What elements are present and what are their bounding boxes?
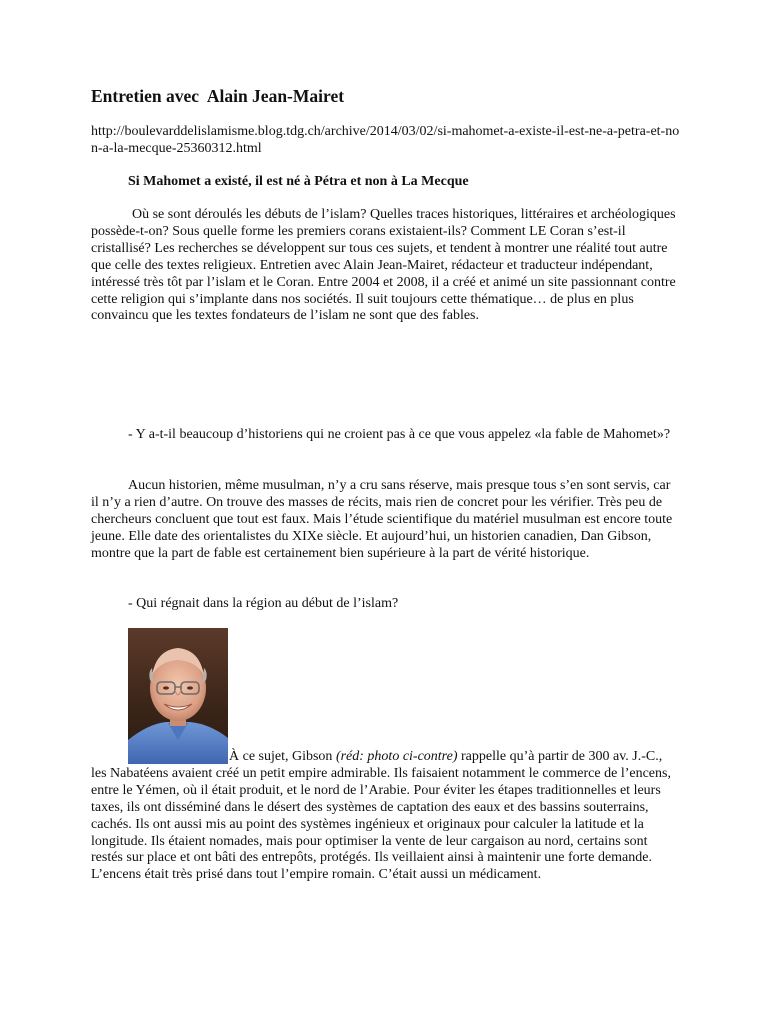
answer-2-start: À ce sujet, Gibson (229, 749, 336, 764)
intro-paragraph: Où se sont déroulés les débuts de l’islam? Quelles traces historiques, littéraires et archéologiques possède-t-on? Sous quelle forme les premiers corans existaient-ils? Comment LE Coran s’est-il cristallisé? Les recherches se développent sur tous ces sujets, et tendent à montrer une réalité tout autre que celle des textes religieux. Entretien avec Alain Jean-Mairet, rédacteur et traducteur indépendant, intéressé très tôt par l’islam et le Coran. Entre 2004 et 2008, il a créé et animé un site passionnant contre cette religion qui s’implante dans nos sociétés. Il suit toujours cette thématique… de plus en plus convaincu que les textes fondateurs de l’islam ne sont que des fables. (91, 207, 676, 324)
answer-1: Aucun historien, même musulman, n’y a cru sans réserve, mais presque tous s’en sont servis, car il n’y a rien d’autre. On trouve des masses de récits, mais rien de concret pour les vérifier. Très peu de chercheurs concluent que tout est faux. Mais l’étude scientifique du matériel musulman est encore toute jeune. Elle date des orientalistes du XIXe siècle. Et aujourd’hui, un historien canadien, Dan Gibson, montre que la part de fable est certainement bien supérieure à la part de vérité historique. (91, 478, 673, 561)
answer-2-rest: rappelle qu’à partir de 300 av. J.-C., les Nabatéens avaient créé un petit empire admirable. Ils faisaient notamment le commerce de l’encens, entre le Yémen, où il était produit, et le nord de l’Arabie. Pour éviter les étapes traditionnelles et leurs taxes, ils ont disséminé dans le désert des systèmes de captation des eaux et des bassins souterrains, cachés. Ils ont aussi mis au point des systèmes ingénieux et originaux pour calculer la latitude et la longitude. Ils étaient nomades, mais pour optimiser la vente de leur cargaison au nord, certains sont restés sur place et ont bâti des entrepôts, protégés. Ils veillaient ainsi à maintenir une forte demande. L’encens était très prisé dans tout l’empire romain. C’était aussi un médicament. (91, 749, 671, 883)
question-1: - Y a-t-il beaucoup d’historiens qui ne croient pas à ce que vous appelez «la fable de Mahomet»? (128, 427, 671, 442)
document-title: Entretien avec Alain Jean-Mairet (91, 86, 345, 106)
article-subtitle: Si Mahomet a existé, il est né à Pétra et non à La Mecque (128, 174, 469, 189)
source-url: http://boulevarddelislamisme.blog.tdg.ch/archive/2014/03/02/si-mahomet-a-existe-il-est-ne-a-petra-et-non-a-la-mecque-25360312.html (91, 124, 680, 156)
photo-note: (réd: photo ci-contre) (335, 749, 458, 764)
portrait-photo (128, 628, 228, 764)
question-2: - Qui régnait dans la région au début de l’islam? (128, 596, 399, 611)
answer-2 (91, 749, 681, 884)
